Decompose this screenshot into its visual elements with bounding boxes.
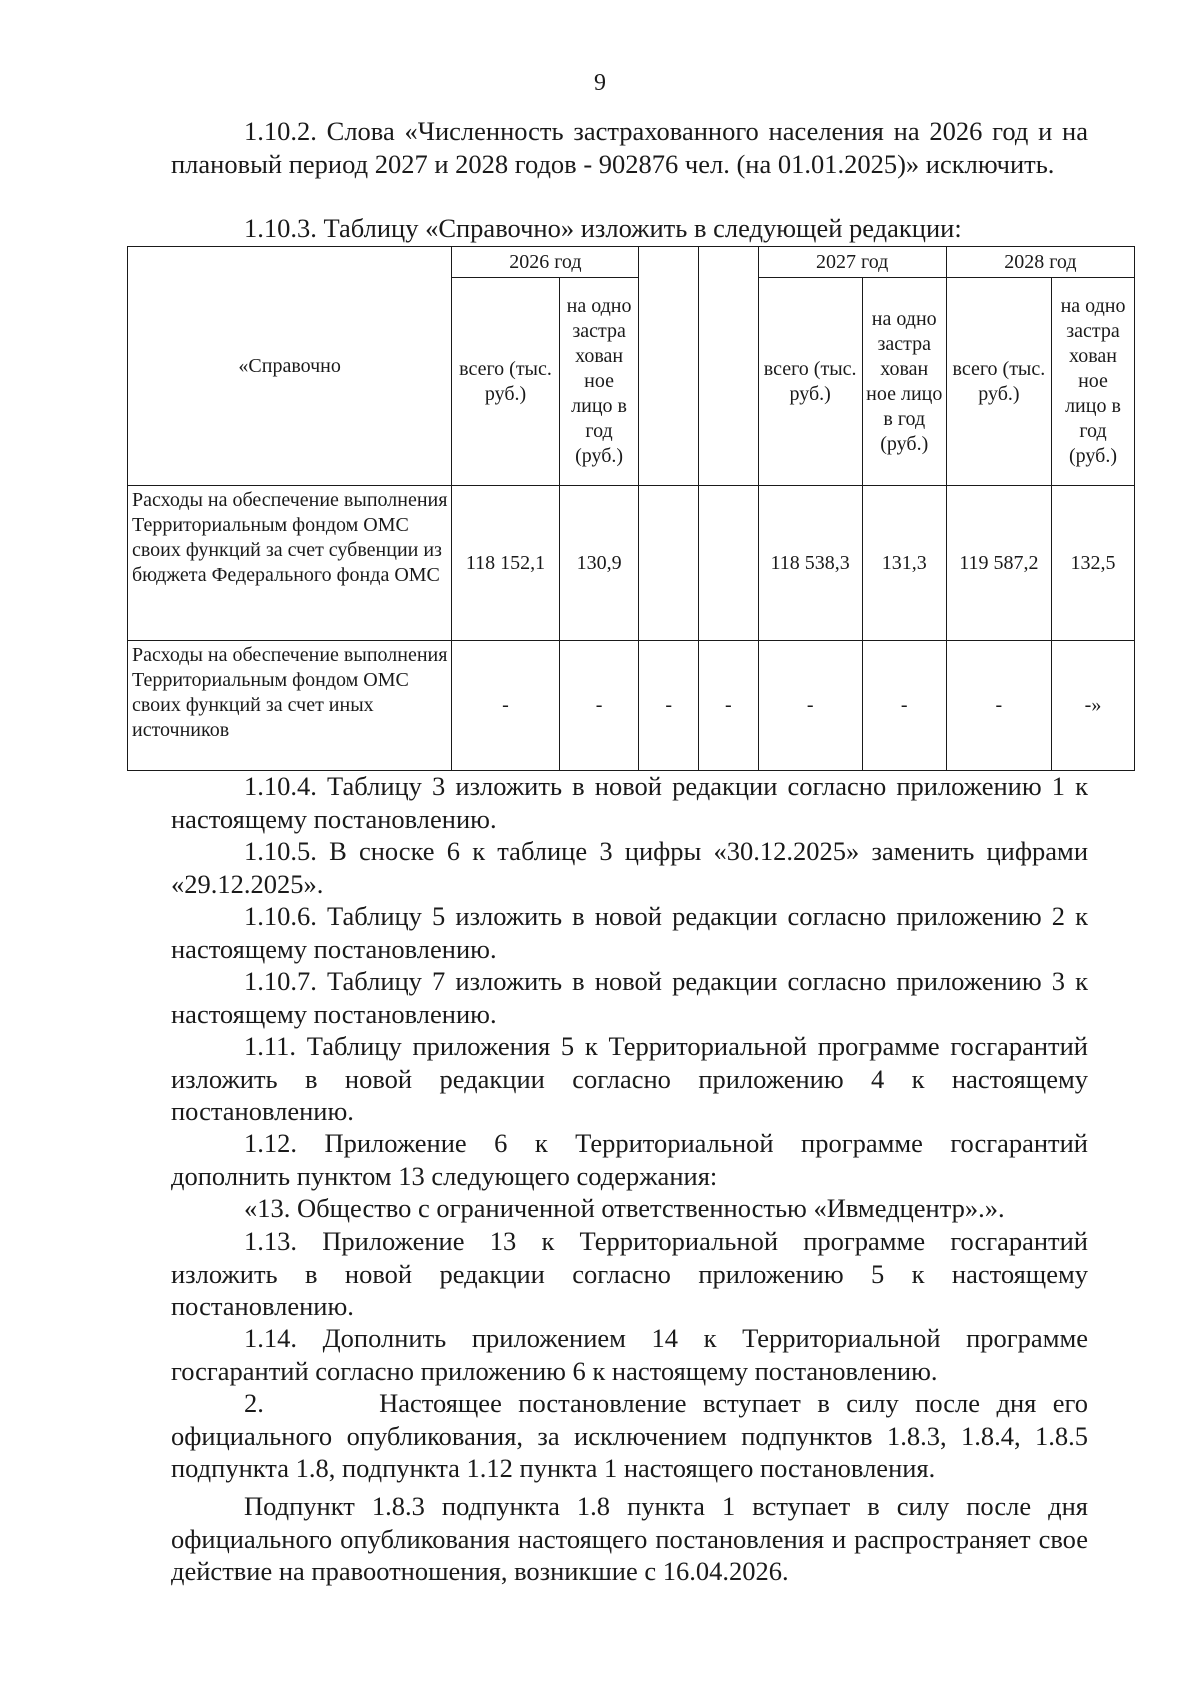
table-cell <box>639 486 699 641</box>
column-header-total-2026: всего (тыс. руб.) <box>452 278 559 486</box>
column-header-per-person-2026: на одно застра хован ное лицо в год (руб.) <box>559 278 639 486</box>
row-label: Расходы на обеспечение выполнения Территориальным фондом ОМС своих функций за счет субвенции из бюджета Федерального фонда ОМС <box>128 486 452 641</box>
paragraph-item-13-quote: «13. Общество с ограниченной ответственностью «Ивмедцентр».». <box>244 1193 1005 1223</box>
table-cell: - <box>559 641 639 771</box>
table-cell: - <box>758 641 862 771</box>
table-cell: 132,5 <box>1052 486 1135 641</box>
empty-column-cell <box>639 247 699 486</box>
paragraph-1-10-4: 1.10.4. Таблицу 3 изложить в новой редакции согласно приложению 1 к настоящему постановлению. <box>171 771 1088 834</box>
table-cell: 130,9 <box>559 486 639 641</box>
table-row <box>128 486 1135 641</box>
column-header-per-person-2028: на одно застра хован ное лицо в год (руб.) <box>1052 278 1135 486</box>
page-number: 9 <box>594 70 606 96</box>
paragraph-1-10-3: 1.10.3. Таблицу «Справочно» изложить в следующей редакции: <box>244 213 962 243</box>
year-header-2027: 2027 год <box>758 247 946 278</box>
table-cell: - <box>699 641 759 771</box>
row-label: Расходы на обеспечение выполнения Территориальным фондом ОМС своих функций за счет иных источников <box>128 641 452 771</box>
paragraph-1-12: 1.12. Приложение 6 к Территориальной программе госгарантий дополнить пунктом 13 следующего содержания: <box>171 1128 1088 1191</box>
paragraph-1-10-2: 1.10.2. Слова «Численность застрахованного населения на 2026 год и на плановый период 2027 и 2028 годов - 902876 чел. (на 01.01.2025)» исключить. <box>171 116 1088 179</box>
year-header-2026: 2026 год <box>452 247 639 278</box>
table-cell: - <box>946 641 1051 771</box>
paragraph-subpoint-note: Подпункт 1.8.3 подпункта 1.8 пункта 1 вступает в силу после дня официального опубликования настоящего постановления и распространяет свое действие на правоотношения, возникшие с 16.04.2026. <box>171 1491 1088 1586</box>
table-header-years-row <box>128 247 1135 278</box>
column-header-total-2027: всего (тыс. руб.) <box>758 278 862 486</box>
paragraph-1-13: 1.13. Приложение 13 к Территориальной программе госгарантий изложить в новой редакции согласно приложению 5 к настоящему постановлению. <box>171 1226 1088 1321</box>
column-header-per-person-2027: на одно застра хован ное лицо в год (руб.) <box>862 278 946 486</box>
table-cell: - <box>639 641 699 771</box>
table-cell <box>699 486 759 641</box>
empty-column-cell <box>699 247 759 486</box>
paragraph-1-10-5: 1.10.5. В сноске 6 к таблице 3 цифры «30.12.2025» заменить цифрами «29.12.2025». <box>171 836 1088 899</box>
paragraph-1-14: 1.14. Дополнить приложением 14 к Территориальной программе госгарантий согласно приложению 6 к настоящему постановлению. <box>171 1323 1088 1386</box>
table-cell: - <box>862 641 946 771</box>
reference-table <box>127 246 1135 771</box>
column-header-total-2028: всего (тыс. руб.) <box>946 278 1051 486</box>
paragraph-1-10-6: 1.10.6. Таблицу 5 изложить в новой редакции согласно приложению 2 к настоящему постановлению. <box>171 901 1088 964</box>
table-cell: 119 587,2 <box>946 486 1051 641</box>
table-row <box>128 641 1135 771</box>
paragraph-2: 2. Настоящее постановление вступает в силу после дня его официального опубликования, за исключением подпунктов 1.8.3, 1.8.4, 1.8.5 подпункта 1.8, подпункта 1.12 пункта 1 настоящего постановления. <box>171 1388 1088 1483</box>
table-cell: 131,3 <box>862 486 946 641</box>
table-cell: - <box>452 641 559 771</box>
table-cell: 118 152,1 <box>452 486 559 641</box>
table-corner-label: «Справочно <box>128 247 452 486</box>
year-header-2028: 2028 год <box>946 247 1134 278</box>
paragraph-1-10-7: 1.10.7. Таблицу 7 изложить в новой редакции согласно приложению 3 к настоящему постановлению. <box>171 966 1088 1029</box>
table-cell: 118 538,3 <box>758 486 862 641</box>
paragraph-1-11: 1.11. Таблицу приложения 5 к Территориальной программе госгарантий изложить в новой редакции согласно приложению 4 к настоящему постановлению. <box>171 1031 1088 1126</box>
table-cell: -» <box>1052 641 1135 771</box>
